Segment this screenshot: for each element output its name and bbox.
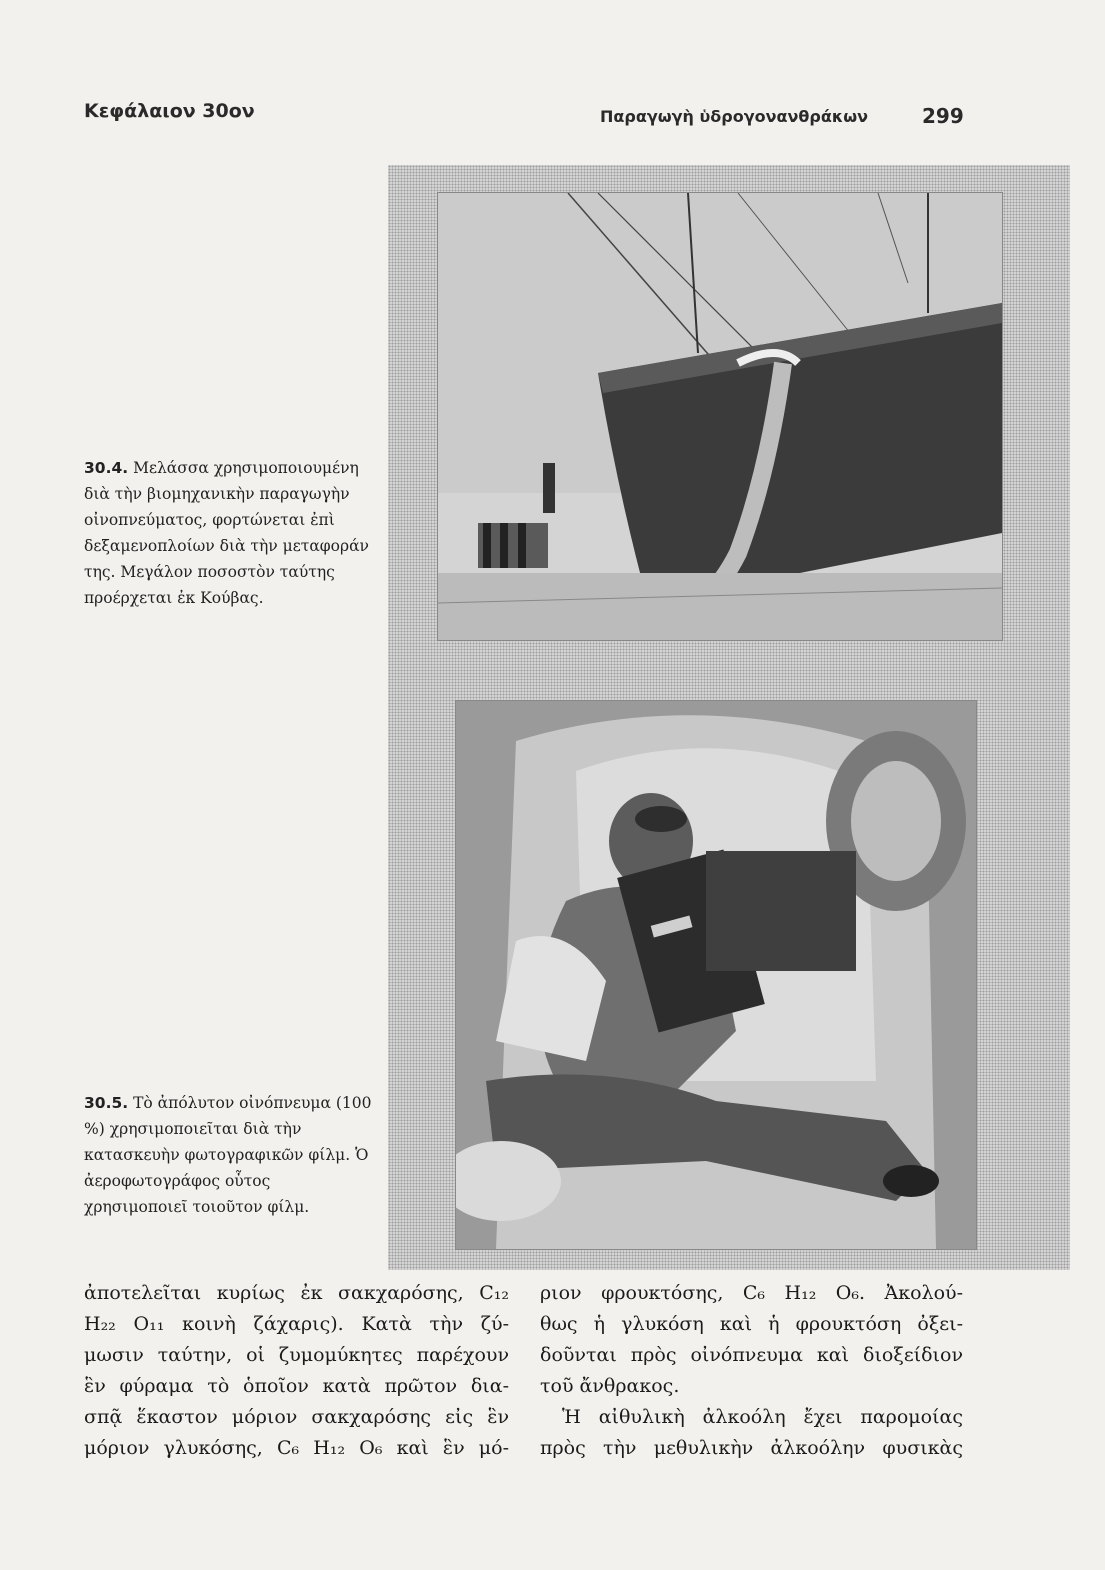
figure-number: 30.4.	[84, 459, 129, 477]
caption-text: Τὸ ἀπόλυτον οἰνόπνευμα (100 %) χρησιμοποιεῖται διὰ τὴν κατασκευὴν φωτογραφικῶν φίλμ. Ὁ ἀεροφωτογράφος οὗτος χρησιμοποιεῖ τοιοῦτον φίλμ.	[84, 1094, 372, 1216]
text-line: ριον φρουκτόσης, C₆ H₁₂ O₆. Ἀκολού-	[540, 1282, 963, 1304]
text-line: τοῦ ἄνθρακος.	[540, 1375, 680, 1397]
figure-30-5-caption	[84, 1090, 374, 1220]
text-line: Ἡ αἰθυλικὴ ἀλκοόλη ἔχει παρομοίας	[562, 1406, 963, 1428]
section-title: Παραγωγὴ ὑδρογονανθράκων	[600, 107, 869, 126]
aerial-photographer-photo	[455, 700, 977, 1250]
text-line: ἀποτελεῖται κυρίως ἐκ σακχαρόσης, C₁₂	[84, 1282, 509, 1304]
tanker-ship-photo	[437, 192, 1003, 641]
figure-number: 30.5.	[84, 1094, 129, 1112]
text-line: θως ἡ γλυκόση καὶ ἡ φρουκτόση ὀξει-	[540, 1313, 963, 1335]
text-line: μωσιν ταύτην, οἱ ζυμομύκητες παρέχουν	[84, 1344, 509, 1366]
caption-text: Μελάσσα χρησιμοποιουμένη διὰ τὴν βιομηχανικὴν παραγωγὴν οἰνοπνεύματος, φορτώνεται ἐπὶ δεξαμενοπλοίων διὰ τὴν μεταφοράν της. Μεγάλον ποσοστὸν ταύτης προέρχεται ἐκ Κούβας.	[84, 459, 369, 607]
figure-30-4-caption	[84, 455, 374, 611]
text-line: H₂₂ O₁₁ κοινὴ ζάχαρις). Κατὰ τὴν ζύ-	[84, 1313, 509, 1335]
chapter-header: Κεφάλαιον 30ον	[84, 100, 255, 122]
text-line: μόριον γλυκόσης, C₆ H₁₂ O₆ καὶ ἓν μό-	[84, 1437, 509, 1459]
body-text-left-column	[84, 1278, 509, 1464]
text-line: σπᾷ ἕκαστον μόριον σακχαρόσης εἰς ἓν	[84, 1406, 509, 1428]
text-line: πρὸς τὴν μεθυλικὴν ἀλκοόλην φυσικὰς	[540, 1437, 963, 1459]
body-text-right-column	[540, 1278, 963, 1464]
page-number: 299	[922, 104, 964, 128]
text-line: ἓν φύραμα τὸ ὁποῖον κατὰ πρῶτον δια-	[84, 1375, 509, 1397]
text-line: δοῦνται πρὸς οἰνόπνευμα καὶ διοξείδιον	[540, 1344, 963, 1366]
